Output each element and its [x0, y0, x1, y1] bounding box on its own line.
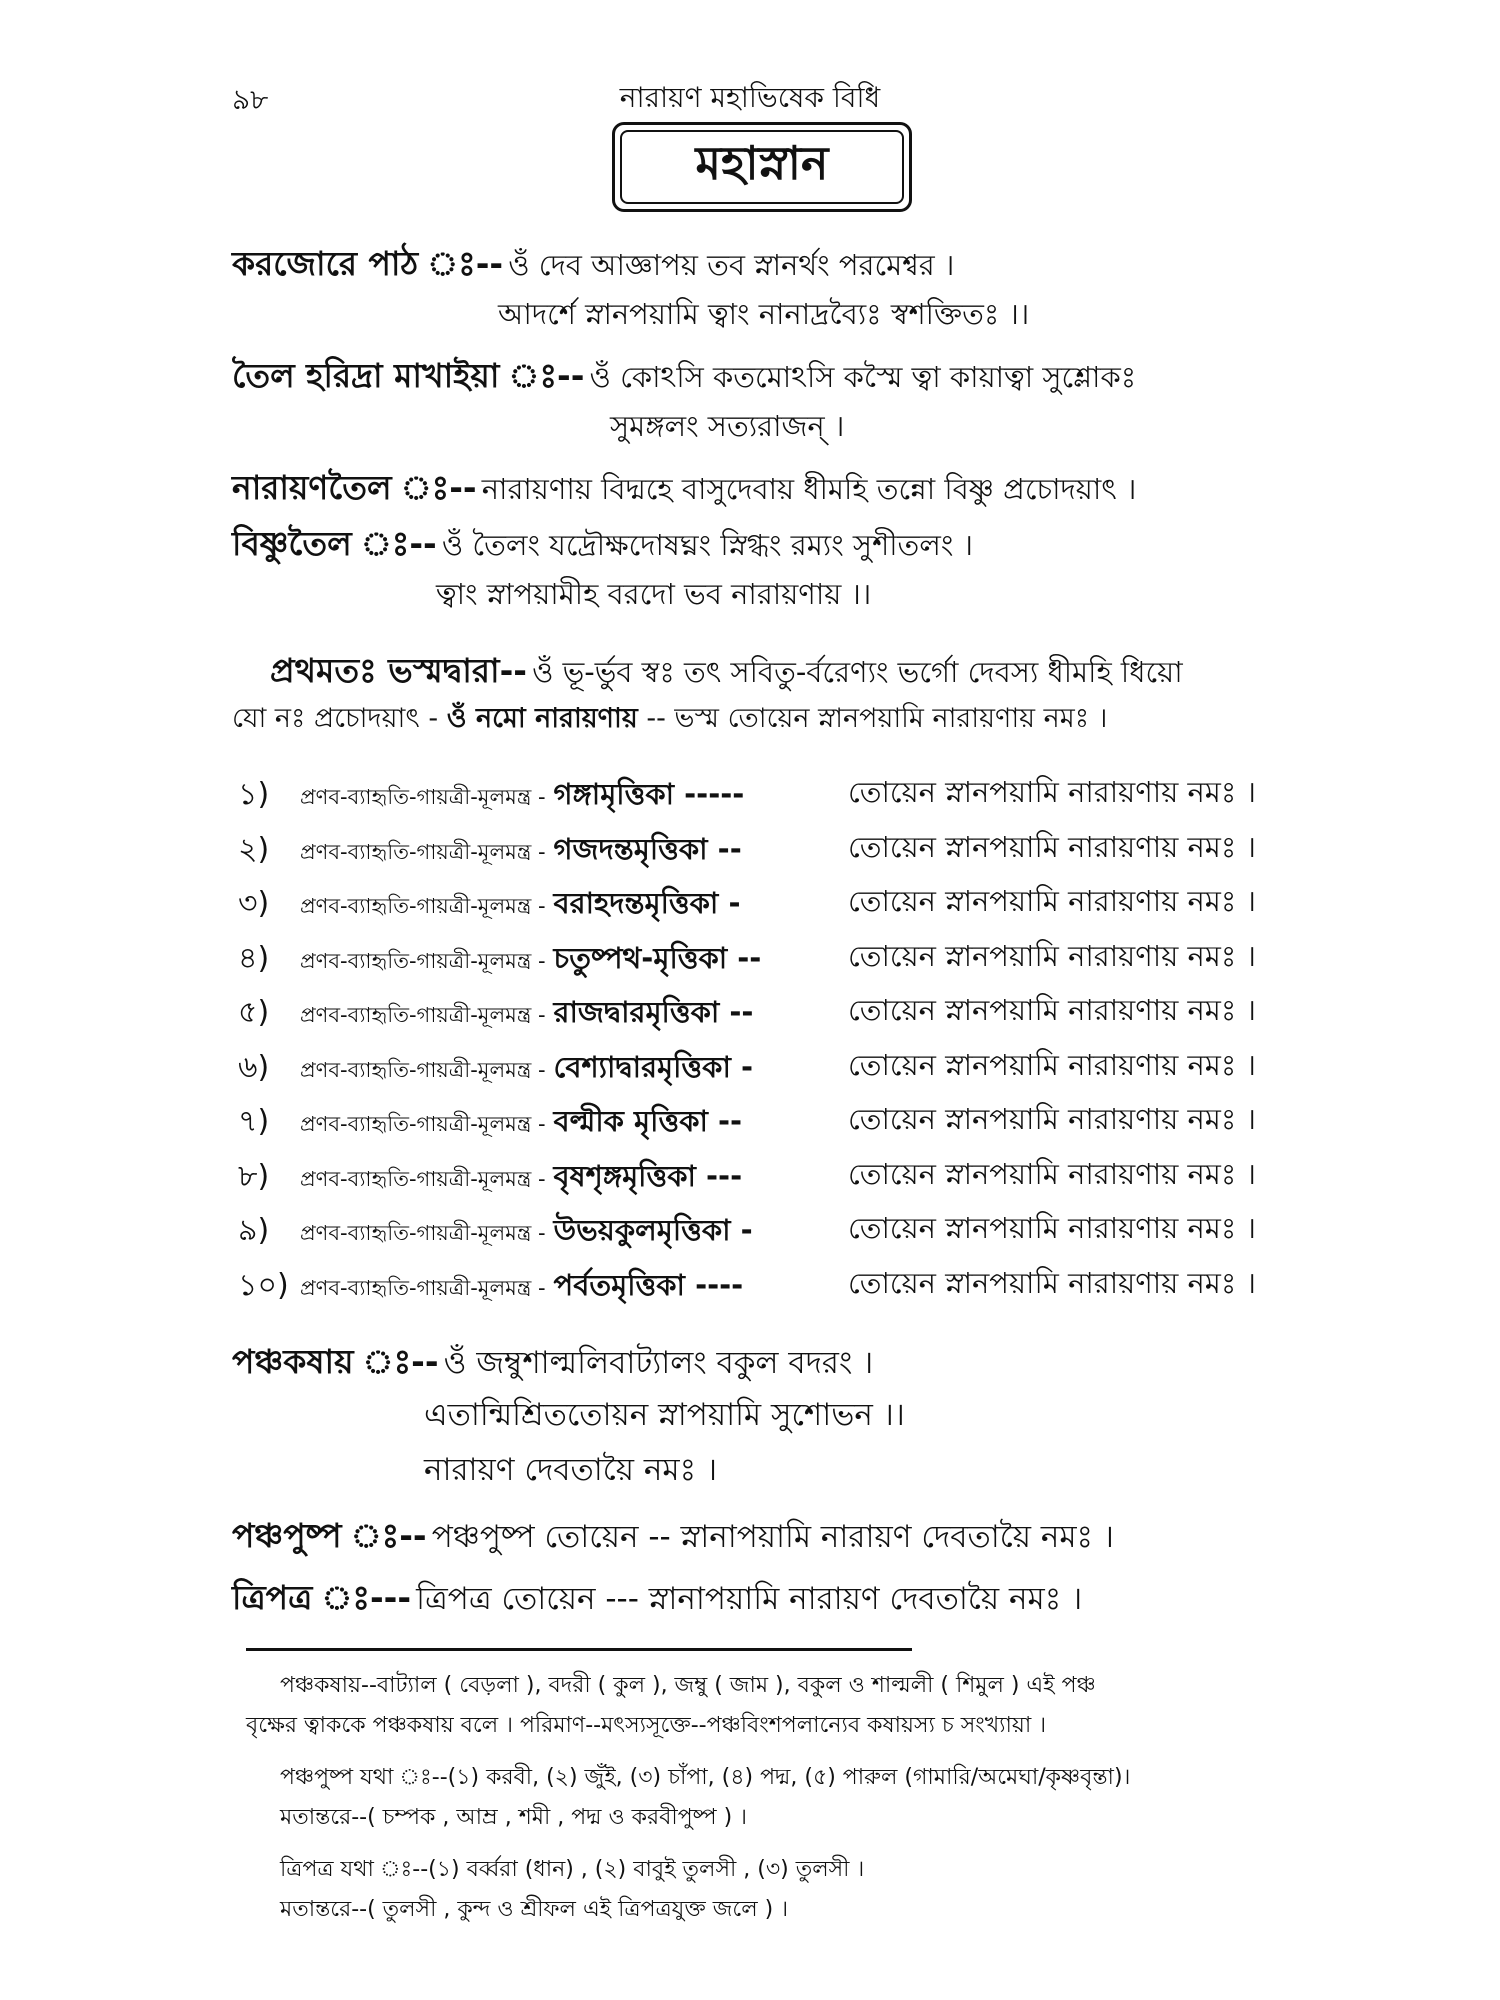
earth-item-number: ৬) [238, 1049, 270, 1085]
footnote-panchakashay-1: পঞ্চকষায়--বাট্যাল ( বেড়লা ), বদরী ( কুল ), জম্বু ( জাম ), বকুল ও শাল্মলী ( শিমুল ) এই পঞ্চ [280, 1673, 1096, 1698]
panchakashay-text-3: নারায়ণ দেবতায়ৈ নমঃ । [424, 1452, 718, 1488]
panchakashay-text-2: এতান্মিশ্রিততোয়ন স্নাপয়ামি সুশোভন ।। [424, 1397, 905, 1433]
earth-item-name: বল্মীক মৃত্তিকা -- [553, 1104, 743, 1138]
earth-item-suffix: তোয়েন স্নানপয়ামি নারায়ণায় নমঃ । [848, 884, 1256, 918]
bhasma-text-2b: ওঁ নমো নারায়ণায় [446, 703, 638, 734]
earth-item-number: ৯) [238, 1213, 270, 1248]
earth-item-name: পর্বতমৃত্তিকা ---- [553, 1267, 744, 1302]
earth-item-suffix: তোয়েন স্নানপয়ামি নারায়ণায় নমঃ । [848, 1211, 1256, 1245]
earth-item-number: ৪) [238, 940, 270, 976]
tail-line-1 [232, 350, 1136, 406]
earth-item-name: বেশ্যাদ্বারমৃত্তিকা - [553, 1049, 753, 1084]
earth-item-number: ৮) [238, 1158, 270, 1194]
narayan-tail-line [232, 462, 1136, 518]
earth-list-item [238, 1043, 1256, 1094]
panchapushpa-line [232, 1510, 1114, 1566]
earth-list-item [238, 1152, 1256, 1203]
karjore-line-1 [232, 238, 954, 294]
earth-item-prefix: প্রণব-ব্যাহৃতি-গায়ত্রী-মূলমন্ত্র - [300, 1112, 546, 1136]
earth-item-number: ৩) [238, 886, 270, 921]
earth-item-number: ১০) [238, 1267, 289, 1303]
earth-item-name: গজদন্তমৃত্তিকা -- [553, 831, 742, 866]
vishnu-tail-text-2: ত্বাং স্নাপয়ামীহ বরদো ভব নারায়ণায় ।। [436, 577, 872, 611]
vishnu-tail-label: বিষ্ণুতৈল ঃ-- [232, 524, 437, 563]
earth-list-item [238, 825, 1256, 876]
karjore-text-2: আদর্শে স্নানপয়ামি ত্বাং নানাদ্রব্যৈঃ স্বশক্তিতঃ ।। [498, 297, 1030, 331]
earth-item-name: রাজদ্বারমৃত্তিকা -- [553, 995, 754, 1029]
section-title-frame [612, 122, 912, 212]
footnote-panchapushpa-1: পঞ্চপুষ্প যথা ঃ--(১) করবী, (২) জুঁই, (৩) চাঁপা, (৪) পদ্ম, (৫) পারুল (গামারি/অমেঘা/কৃষ্ণবৃন্তা)। [280, 1765, 1131, 1790]
earth-item-suffix: তোয়েন স্নানপয়ামি নারায়ণায় নমঃ । [848, 1156, 1256, 1191]
earth-item-suffix: তোয়েন স্নানপয়ামি নারায়ণায় নমঃ । [848, 938, 1256, 973]
page-number: ৯৮ [232, 83, 269, 116]
narayan-tail-label: নারায়ণতৈল ঃ-- [232, 468, 477, 507]
earth-item-name: গঙ্গামৃত্তিকা ----- [553, 777, 745, 811]
section-title: মহাস্নান [620, 130, 904, 204]
earth-item-suffix: তোয়েন স্নানপয়ামি নারায়ণায় নমঃ । [848, 1047, 1256, 1082]
earth-item-prefix: প্রণব-ব্যাহৃতি-গায়ত্রী-মূলমন্ত্র - [300, 1057, 546, 1082]
earth-item-suffix: তোয়েন স্নানপয়ামি নারায়ণায় নমঃ । [848, 829, 1256, 864]
bhasma-line-2 [232, 698, 1107, 743]
earth-item-suffix: তোয়েন স্নানপয়ামি নারায়ণায় নমঃ । [848, 1102, 1256, 1136]
earth-item-suffix: তোয়েন স্নানপয়ামি নারায়ণায় নমঃ । [848, 775, 1256, 809]
karjore-label: করজোরে পাঠ ঃ-- [232, 244, 504, 283]
vishnu-tail-text-1: ওঁ তৈলং যদ্রৌক্ষদোষঘ্নং স্নিগ্ধং রম্যং সুশীতলং । [441, 528, 973, 562]
earth-list-item [238, 988, 1256, 1039]
earth-item-name: চতুষ্পথ-মৃত্তিকা -- [553, 940, 762, 975]
earth-item-prefix: প্রণব-ব্যাহৃতি-গায়ত্রী-মূলমন্ত্র - [300, 894, 546, 918]
tripatra-label: ত্রিপত্র ঃ--- [232, 1578, 412, 1617]
earth-item-suffix: তোয়েন স্নানপয়ামি নারায়ণায় নমঃ । [848, 1265, 1256, 1300]
earth-item-number: ৭) [238, 1104, 270, 1139]
earth-item-prefix: প্রণব-ব্যাহৃতি-গায়ত্রী-মূলমন্ত্র - [300, 785, 546, 809]
vishnu-tail-line-1 [232, 518, 973, 574]
tripatra-line [232, 1572, 1082, 1628]
footnote-divider [246, 1648, 912, 1651]
footnote-tripatra-1: ত্রিপত্র যথা ঃ--(১) বর্ব্বরা (ধান) , (২) বাবুই তুলসী , (৩) তুলসী । [280, 1857, 865, 1882]
footnote-panchapushpa-2: মতান্তরে--( চম্পক , আম্র , শমী , পদ্ম ও করবীপুষ্প ) । [280, 1805, 748, 1830]
bhasma-text-2a: যো নঃ প্রচোদয়াৎ - [232, 703, 439, 734]
bhasma-text-1: ওঁ ভূ-র্ভুব স্বঃ তৎ সবিতু-র্বরেণ্যং ভর্গো দেবস্য ধীমহি ধিয়ো [532, 655, 1183, 689]
tail-text-2: সুমঙ্গলং সত্যরাজন্ । [610, 409, 845, 443]
earth-item-name: বৃষশৃঙ্গমৃত্তিকা --- [553, 1158, 743, 1193]
earth-item-name: উভয়কুলমৃত্তিকা - [553, 1213, 753, 1247]
earth-item-name: বরাহদন্তমৃত্তিকা - [553, 886, 741, 920]
karjore-text-1: ওঁ দেব আজ্ঞাপয় তব স্নানর্থং পরমেশ্বর । [508, 248, 955, 282]
earth-item-prefix: প্রণব-ব্যাহৃতি-গায়ত্রী-মূলমন্ত্র - [300, 1003, 546, 1027]
narayan-tail-text: নারায়ণায় বিদ্মহে বাসুদেবায় ধীমহি তন্নো বিষ্ণু প্রচোদয়াৎ । [481, 472, 1137, 506]
footnote-tripatra-2: মতান্তরে--( তুলসী , কুন্দ ও শ্রীফল এই ত্রিপত্রযুক্ত জলে ) । [280, 1897, 789, 1922]
footnote-panchakashay-2: বৃক্ষের ত্বাককে পঞ্চকষায় বলে । পরিমাণ--মৎস্যসূক্তে--পঞ্চবিংশপলান্যেব কষায়স্য চ সংখ্যায়া । [246, 1713, 1047, 1738]
tail-text-1: ওঁ কোঽসি কতমোঽসি কস্মৈ ত্বা কায়াত্বা সুশ্লোকঃ [589, 360, 1137, 394]
bhasma-label: প্রথমতঃ ভস্মদ্বারা-- [270, 651, 527, 690]
earth-item-prefix: প্রণব-ব্যাহৃতি-গায়ত্রী-মূলমন্ত্র - [300, 1221, 546, 1245]
earth-item-number: ২) [238, 831, 270, 867]
earth-item-number: ১) [238, 777, 270, 812]
tail-label: তৈল হরিদ্রা মাখাইয়া ঃ-- [232, 356, 585, 395]
panchakashay-line-1 [232, 1336, 873, 1392]
bhasma-line-1 [270, 645, 1183, 701]
earth-list-item [238, 770, 1256, 821]
panchapushpa-label: পঞ্চপুষ্প ঃ-- [232, 1516, 427, 1555]
earth-list-item [238, 1097, 1256, 1148]
earth-item-prefix: প্রণব-ব্যাহৃতি-গায়ত্রী-মূলমন্ত্র - [300, 1166, 546, 1191]
panchakashay-text-1: ওঁ জম্বুশাল্মলিবাট্যালং বকুল বদরং । [443, 1345, 874, 1381]
earth-list-item [238, 879, 1256, 930]
earth-list-item [238, 1261, 1256, 1312]
running-title: নারায়ণ মহাভিষেক বিধি [619, 81, 881, 114]
earth-list-item [238, 934, 1256, 985]
earth-list-item [238, 1206, 1256, 1257]
earth-item-prefix: প্রণব-ব্যাহৃতি-গায়ত্রী-মূলমন্ত্র - [300, 948, 546, 973]
earth-item-number: ৫) [238, 995, 270, 1030]
earth-item-suffix: তোয়েন স্নানপয়ামি নারায়ণায় নমঃ । [848, 993, 1256, 1027]
panchapushpa-text: পঞ্চপুষ্প তোয়েন -- স্নানাপয়ামি নারায়ণ দেবতায়ৈ নমঃ । [431, 1519, 1115, 1555]
panchakashay-label: পঞ্চকষায় ঃ-- [232, 1342, 439, 1381]
earth-item-prefix: প্রণব-ব্যাহৃতি-গায়ত্রী-মূলমন্ত্র - [300, 839, 546, 864]
tripatra-text: ত্রিপত্র তোয়েন --- স্নানাপয়ামি নারায়ণ দেবতায়ৈ নমঃ । [416, 1581, 1083, 1617]
bhasma-text-2c: -- ভস্ম তোয়েন স্নানপয়ামি নারায়ণায় নমঃ । [646, 703, 1108, 734]
earth-item-prefix: প্রণব-ব্যাহৃতি-গায়ত্রী-মূলমন্ত্র - [300, 1275, 546, 1300]
